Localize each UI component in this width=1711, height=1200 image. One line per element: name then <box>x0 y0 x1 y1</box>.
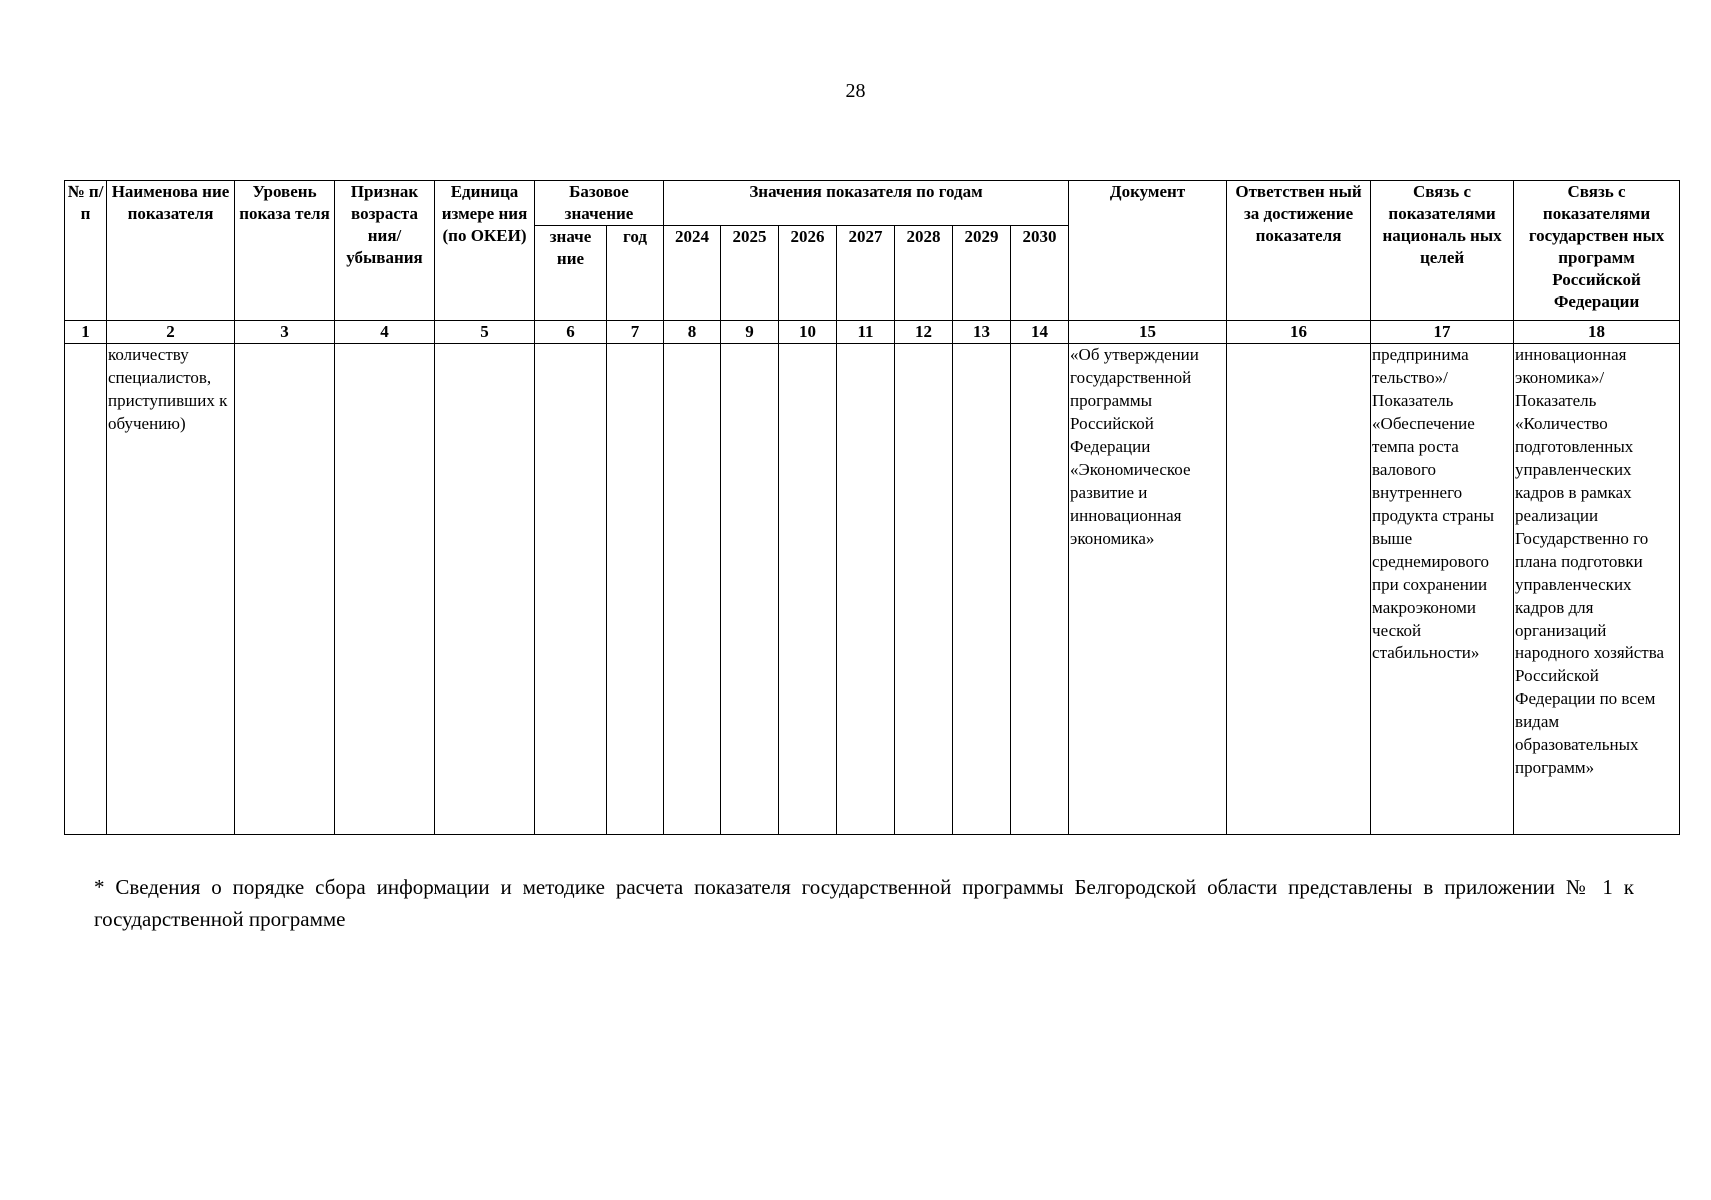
header-year: 2029 <box>953 226 1011 321</box>
cell-unit <box>435 344 535 835</box>
column-number: 2 <box>107 321 235 344</box>
column-number: 16 <box>1227 321 1371 344</box>
indicators-table <box>64 180 1680 835</box>
column-number: 18 <box>1514 321 1680 344</box>
cell-year-value <box>1011 344 1069 835</box>
cell-num <box>65 344 107 835</box>
column-number: 8 <box>664 321 721 344</box>
header-year: 2025 <box>721 226 779 321</box>
header-link-national: Связь с показателями националь ных целей <box>1371 181 1514 321</box>
column-number: 9 <box>721 321 779 344</box>
cell-responsible <box>1227 344 1371 835</box>
header-year: 2030 <box>1011 226 1069 321</box>
header-years-group: Значения показателя по годам <box>664 181 1069 226</box>
header-link-state: Связь с показателями государствен ных программ Российской Федерации <box>1514 181 1680 321</box>
page-number: 28 <box>845 80 866 102</box>
header-base-group: Базовое значение <box>535 181 664 226</box>
column-number: 13 <box>953 321 1011 344</box>
header-year: 2026 <box>779 226 837 321</box>
header-name: Наименова ние показателя <box>107 181 235 321</box>
column-number: 14 <box>1011 321 1069 344</box>
header-base-year: год <box>607 226 664 321</box>
cell-link-national: предпринима тельство»/ Показатель «Обеспечение темпа роста валового внутреннего продукта страны выше среднемирового при сохранении макроэкономи ческой стабильности» <box>1371 344 1514 835</box>
cell-link-state: инновационная экономика»/ Показатель «Количество подготовленных управленческих кадров в рамках реализации Государственно го плана подготовки управленческих кадров для организаций народного хозяйства Российской Федерации по всем видам образовательных программ» <box>1514 344 1680 835</box>
header-year: 2027 <box>837 226 895 321</box>
column-number: 4 <box>335 321 435 344</box>
header-unit: Единица измере ния (по ОКЕИ) <box>435 181 535 321</box>
column-number: 3 <box>235 321 335 344</box>
header-row-1 <box>65 181 1680 226</box>
column-number: 12 <box>895 321 953 344</box>
column-number: 5 <box>435 321 535 344</box>
cell-trend <box>335 344 435 835</box>
column-number-row <box>65 321 1680 344</box>
header-num: № п/п <box>65 181 107 321</box>
header-document: Документ <box>1069 181 1227 321</box>
cell-year-value <box>837 344 895 835</box>
table-row <box>65 344 1680 835</box>
cell-year-value <box>895 344 953 835</box>
cell-year-value <box>721 344 779 835</box>
header-year: 2024 <box>664 226 721 321</box>
cell-year-value <box>664 344 721 835</box>
column-number: 15 <box>1069 321 1227 344</box>
column-number: 17 <box>1371 321 1514 344</box>
cell-base-value <box>535 344 607 835</box>
cell-year-value <box>779 344 837 835</box>
cell-year-value <box>953 344 1011 835</box>
cell-level <box>235 344 335 835</box>
column-number: 1 <box>65 321 107 344</box>
footnote: * Сведения о порядке сбора информации и методике расчета показателя государственной программы Белгородской области представлены в приложении № 1 к государственной программе <box>94 875 1634 931</box>
column-number: 6 <box>535 321 607 344</box>
cell-base-year <box>607 344 664 835</box>
cell-name: количеству специалистов, приступивших к обучению) <box>107 344 235 835</box>
header-trend: Признак возраста ния/ убывания <box>335 181 435 321</box>
header-year: 2028 <box>895 226 953 321</box>
column-number: 11 <box>837 321 895 344</box>
column-number: 7 <box>607 321 664 344</box>
cell-document: «Об утверждении государственной программы Российской Федерации «Экономическое развитие и инновационная экономика» <box>1069 344 1227 835</box>
header-base-value: значе ние <box>535 226 607 321</box>
column-number: 10 <box>779 321 837 344</box>
header-responsible: Ответствен ный за достижение показателя <box>1227 181 1371 321</box>
header-level: Уровень показа теля <box>235 181 335 321</box>
